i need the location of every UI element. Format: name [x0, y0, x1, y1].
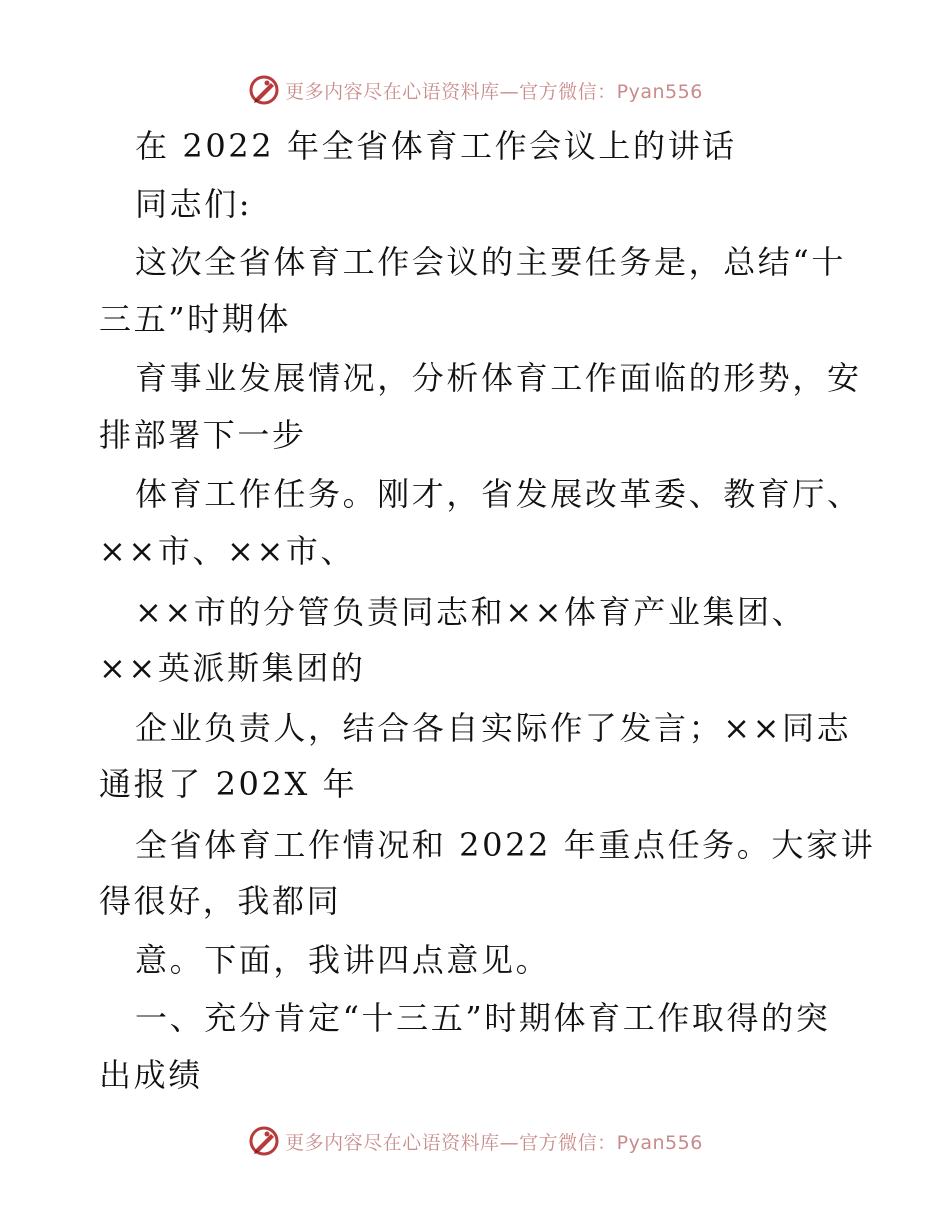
- paragraph-line: 通报了 202X 年: [99, 765, 358, 803]
- pen-circle-logo-icon: [247, 73, 281, 107]
- paragraph-line: 排部署下一步: [99, 416, 307, 454]
- paragraph-line: 企业负责人，结合各自实际作了发言；××同志: [135, 709, 852, 747]
- header-watermark: [0, 70, 950, 110]
- watermark-text: 更多内容尽在心语资料库—官方微信：Pyan556: [285, 80, 703, 103]
- section-heading-line: 出成绩: [99, 1056, 203, 1094]
- section-heading-line: 一、充分肯定“十三五”时期体育工作取得的突: [135, 999, 831, 1037]
- watermark-group: [247, 1124, 703, 1158]
- document-title: 在 2022 年全省体育工作会议上的讲话: [135, 127, 737, 165]
- paragraph-line: ××市、××市、: [99, 532, 356, 570]
- paragraph-line: 体育工作任务。刚才，省发展改革委、教育厅、: [135, 475, 862, 513]
- paragraph-line: 育事业发展情况，分析体育工作面临的形势，安: [135, 359, 862, 397]
- footer-watermark: [0, 1121, 950, 1161]
- paragraph-line: 全省体育工作情况和 2022 年重点任务。大家讲: [135, 826, 876, 864]
- paragraph-line: 得很好，我都同: [99, 882, 342, 920]
- watermark-group: [247, 73, 703, 107]
- watermark-text: 更多内容尽在心语资料库—官方微信：Pyan556: [285, 1131, 703, 1154]
- paragraph-line: 三五”时期体: [99, 300, 291, 338]
- salutation: 同志们:: [135, 185, 253, 223]
- paragraph-line: 意。下面，我讲四点意见。: [135, 941, 551, 979]
- pen-circle-logo-icon: [247, 1124, 281, 1158]
- paragraph-line: 这次全省体育工作会议的主要任务是，总结“十: [135, 243, 846, 281]
- paragraph-line: ××市的分管负责同志和××体育产业集团、: [135, 593, 807, 631]
- paragraph-line: ××英派斯集团的: [99, 649, 366, 687]
